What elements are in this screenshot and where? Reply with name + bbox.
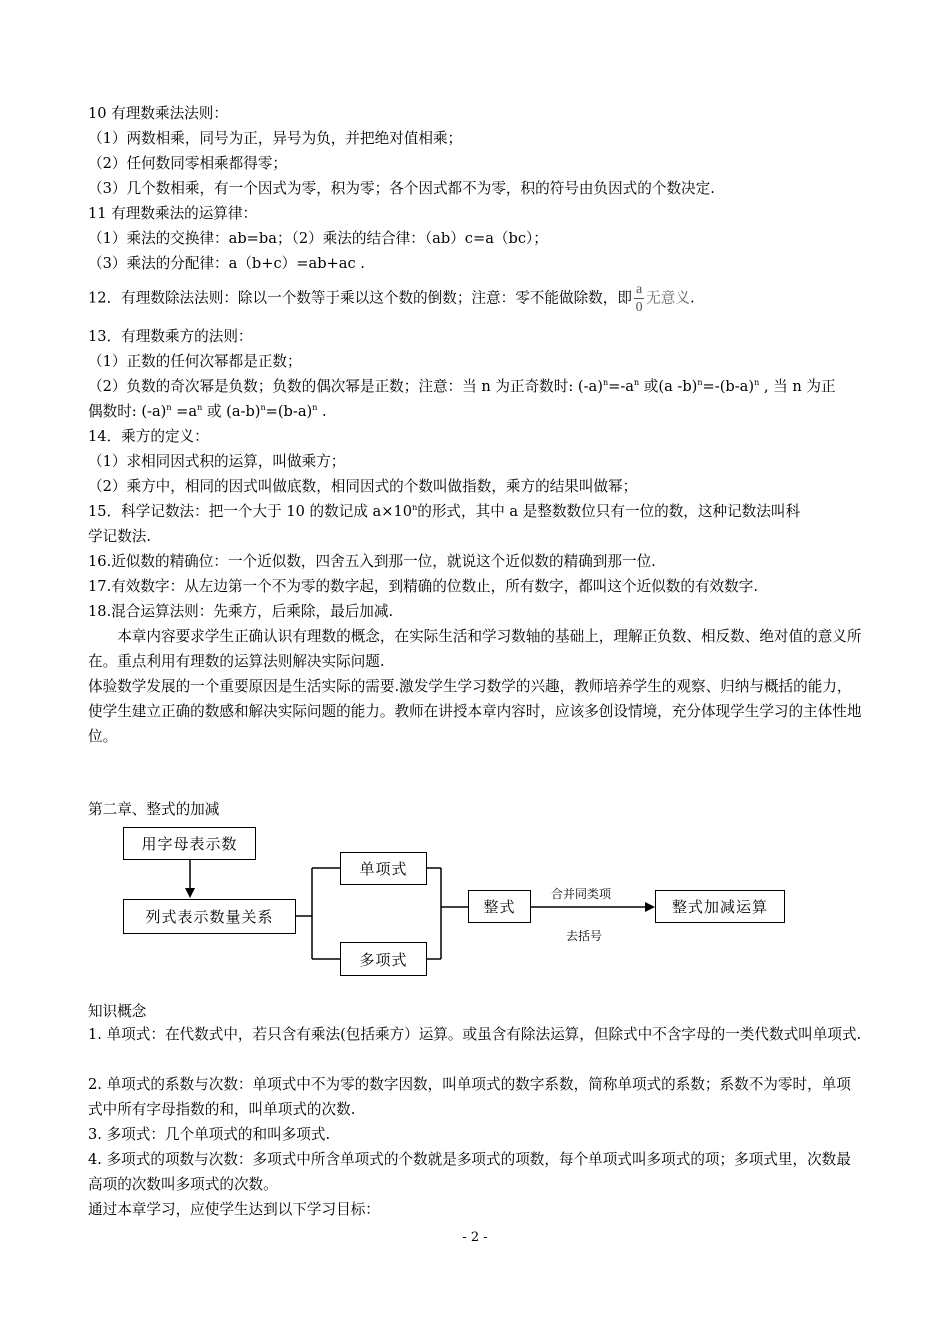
section-11-item-2: （3）乘法的分配律：a（b+c）=ab+ac . xyxy=(88,255,365,272)
section-17: 17.有效数字：从左边第一个不为零的数字起，到精确的位数止，所有数字，都叫这个近似数的有效数字. xyxy=(88,578,758,595)
section-14-item-1: （1）求相同因式积的运算，叫做乘方； xyxy=(88,453,346,470)
summary-paragraph-2: 体验数学发展的一个重要原因是生活实际的需要.激发学生学习数学的兴趣，教师培养学生的观察、归纳与概括的能力，使学生建立正确的数感和解决实际问题的能力。教师在讲授本章内容时，应该多创设情境，充分体现学生学习的主体性地位。 xyxy=(88,678,862,745)
label-remove-brackets: 去括号 xyxy=(566,929,603,943)
concept-item-2: 2. 单项式的系数与次数：单项式中不为零的数字因数，叫单项式的数字系数，简称单项式的系数；系数不为零时，单项式中所有字母指数的和，叫单项式的次数. xyxy=(88,1076,851,1118)
section-12-end: . xyxy=(689,289,695,307)
concepts-title: 知识概念 xyxy=(88,1003,147,1020)
label-combine-like-terms: 合并同类项 xyxy=(551,887,612,901)
box-letters-represent-numbers: 用字母表示数 xyxy=(123,827,256,860)
box-monomial: 单项式 xyxy=(340,852,427,885)
box-polynomial: 多项式 xyxy=(340,942,427,976)
section-14-title: 14．乘方的定义： xyxy=(88,428,209,445)
section-16: 16.近似数的精确位：一个近似数，四舍五入到那一位，就说这个近似数的精确到那一位. xyxy=(88,553,656,570)
concept-item-3: 3. 多项式：几个单项式的和叫多项式. xyxy=(88,1126,331,1143)
section-15-line-2: 学记数法. xyxy=(88,528,152,545)
section-13-item-2: （2）负数的奇次幂是负数；负数的偶次幂是正数；注意：当 n 为正奇数时: $(-a)^n=-a^n$ 或(a $-b)^n=-(b-a)^n$ , 当 n 为正 xyxy=(88,378,836,395)
chapter-2-title: 第二章、整式的加减 xyxy=(88,801,220,818)
section-12-text: 12．有理数除法法则：除以一个数等于乘以这个数的倒数；注意：零不能做除数，即 xyxy=(88,289,632,307)
fraction-numerator: a xyxy=(635,282,643,297)
fraction-denominator: 0 xyxy=(635,300,643,315)
section-11-title: 11 有理数乘法的运算律： xyxy=(88,205,258,222)
section-11-item-1: （1）乘法的交换律：ab=ba；（2）乘法的结合律：（ab）c=a（bc）； xyxy=(88,230,548,247)
section-14-item-2: （2）乘方中，相同的因式叫做底数，相同因式的个数叫做指数，乘方的结果叫做幂； xyxy=(88,478,638,495)
section-13-title: 13．有理数乘方的法则： xyxy=(88,328,253,345)
section-10-item-1: （1）两数相乘，同号为正，异号为负，并把绝对值相乘； xyxy=(88,130,463,147)
box-express-quantity-relation: 列式表示数量关系 xyxy=(123,899,296,934)
box-integral-expression: 整式 xyxy=(468,890,531,923)
summary-paragraph-1: 本章内容要求学生正确认识有理数的概念，在实际生活和学习数轴的基础上，理解正负数、相反数、绝对值的意义所在。重点利用有理数的运算法则解决实际问题. xyxy=(88,628,862,670)
section-13-item-1: （1）正数的任何次幂都是正数； xyxy=(88,353,302,370)
section-12-tail: 无意义 xyxy=(646,289,690,307)
concept-item-1: 1. 单项式：在代数式中，若只含有乘法(包括乘方）运算。或虽含有除法运算，但除式中不含字母的一类代数式叫单项式. xyxy=(88,1026,862,1043)
box-add-subtract-operation: 整式加减运算 xyxy=(655,890,785,923)
section-18: 18.混合运算法则：先乘方，后乘除，最后加减. xyxy=(88,603,394,620)
section-10-title: 10 有理数乘法法则： xyxy=(88,105,228,122)
section-15-line-1: 15．科学记数法：把一个大于 10 的数记成 $a\times 10^n$的形式，其中 a 是整数数位只有一位的数，这种记数法叫科 xyxy=(88,503,801,520)
section-10-item-3: （3）几个数相乘，有一个因式为零，积为零；各个因式都不为零，积的符号由负因式的个数决定. xyxy=(88,180,715,197)
concepts-closing: 通过本章学习，应使学生达到以下学习目标： xyxy=(88,1201,380,1218)
section-13-item-3: 偶数时: $(-a)^n =a^n$ 或 $(a-b)^n=(b-a)^n$ . xyxy=(88,403,327,420)
concept-item-4: 4. 多项式的项数与次数：多项式中所含单项式的个数就是多项式的项数，每个单项式叫多项式的项；多项式里，次数最高项的次数叫多项式的次数。 xyxy=(88,1151,851,1193)
page-number: - 2 - xyxy=(462,1230,488,1245)
section-10-item-2: （2）任何数同零相乘都得零； xyxy=(88,155,288,172)
